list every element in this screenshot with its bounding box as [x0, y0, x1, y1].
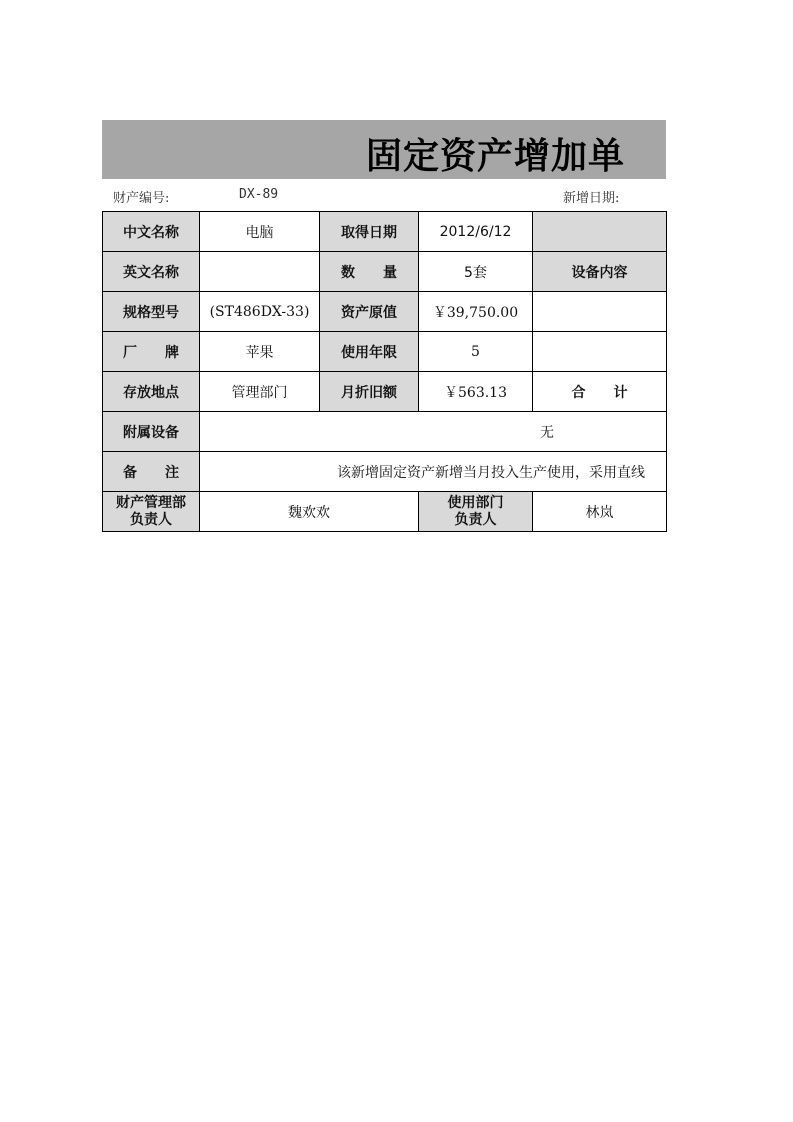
property-manager-label-line1: 财产管理部 — [116, 494, 186, 511]
chinese-name-label: 中文名称 — [103, 212, 200, 252]
remarks-value[interactable]: 该新增固定资产新增当月投入生产使用，采用直线 — [200, 452, 667, 492]
equipment-content-cell[interactable] — [533, 292, 667, 332]
property-manager-label-line2: 负责人 — [130, 511, 172, 528]
accessory-equipment-label: 附属设备 — [103, 412, 200, 452]
quantity-label: 数 量 — [320, 252, 419, 292]
remarks-label: 备 注 — [103, 452, 200, 492]
accessory-equipment-value[interactable]: 无 — [200, 412, 667, 452]
asset-number-value: DX-89 — [239, 187, 279, 202]
storage-location-label: 存放地点 — [103, 372, 200, 412]
service-life-value[interactable]: 5 — [419, 332, 533, 372]
table-row — [103, 292, 667, 332]
header-cell-grey — [533, 212, 667, 252]
using-dept-label-line1: 使用部门 — [447, 494, 504, 511]
english-name-label: 英文名称 — [103, 252, 200, 292]
original-value-label: 资产原值 — [320, 292, 419, 332]
title-bar — [102, 120, 666, 179]
acquire-date-label: 取得日期 — [320, 212, 419, 252]
property-manager-value[interactable]: 魏欢欢 — [200, 492, 419, 532]
table-row — [103, 412, 667, 452]
using-dept-manager-value[interactable]: 林岚 — [533, 492, 667, 532]
using-dept-label — [419, 492, 533, 532]
brand-value[interactable]: 苹果 — [200, 332, 320, 372]
english-name-value[interactable] — [200, 252, 320, 292]
equipment-content-label: 设备内容 — [533, 252, 667, 292]
table-row — [103, 372, 667, 412]
spec-model-label: 规格型号 — [103, 292, 200, 332]
quantity-value[interactable]: 5套 — [419, 252, 533, 292]
acquire-date-value[interactable]: 2012/6/12 — [419, 212, 533, 252]
table-row — [103, 212, 667, 252]
new-date-label: 新增日期: — [563, 191, 620, 206]
monthly-depreciation-label: 月折旧额 — [320, 372, 419, 412]
total-label: 合 计 — [533, 372, 667, 412]
table-row — [103, 332, 667, 372]
table-row — [103, 252, 667, 292]
service-life-label: 使用年限 — [320, 332, 419, 372]
storage-location-value[interactable]: 管理部门 — [200, 372, 320, 412]
page-title: 固定资产增加单 — [366, 135, 626, 177]
original-value-value[interactable]: ￥39,750.00 — [419, 292, 533, 332]
using-dept-label-line2: 负责人 — [454, 511, 497, 528]
asset-form-table — [102, 211, 667, 532]
table-row — [103, 492, 667, 532]
chinese-name-value[interactable]: 电脑 — [200, 212, 320, 252]
monthly-depreciation-value[interactable]: ￥563.13 — [419, 372, 533, 412]
asset-number-label: 财产编号: — [113, 191, 170, 206]
table-row — [103, 452, 667, 492]
brand-label: 厂 牌 — [103, 332, 200, 372]
equipment-content-cell[interactable] — [533, 332, 667, 372]
spec-model-value[interactable]: (ST486DX-33) — [200, 292, 320, 332]
property-manager-label — [103, 492, 200, 532]
